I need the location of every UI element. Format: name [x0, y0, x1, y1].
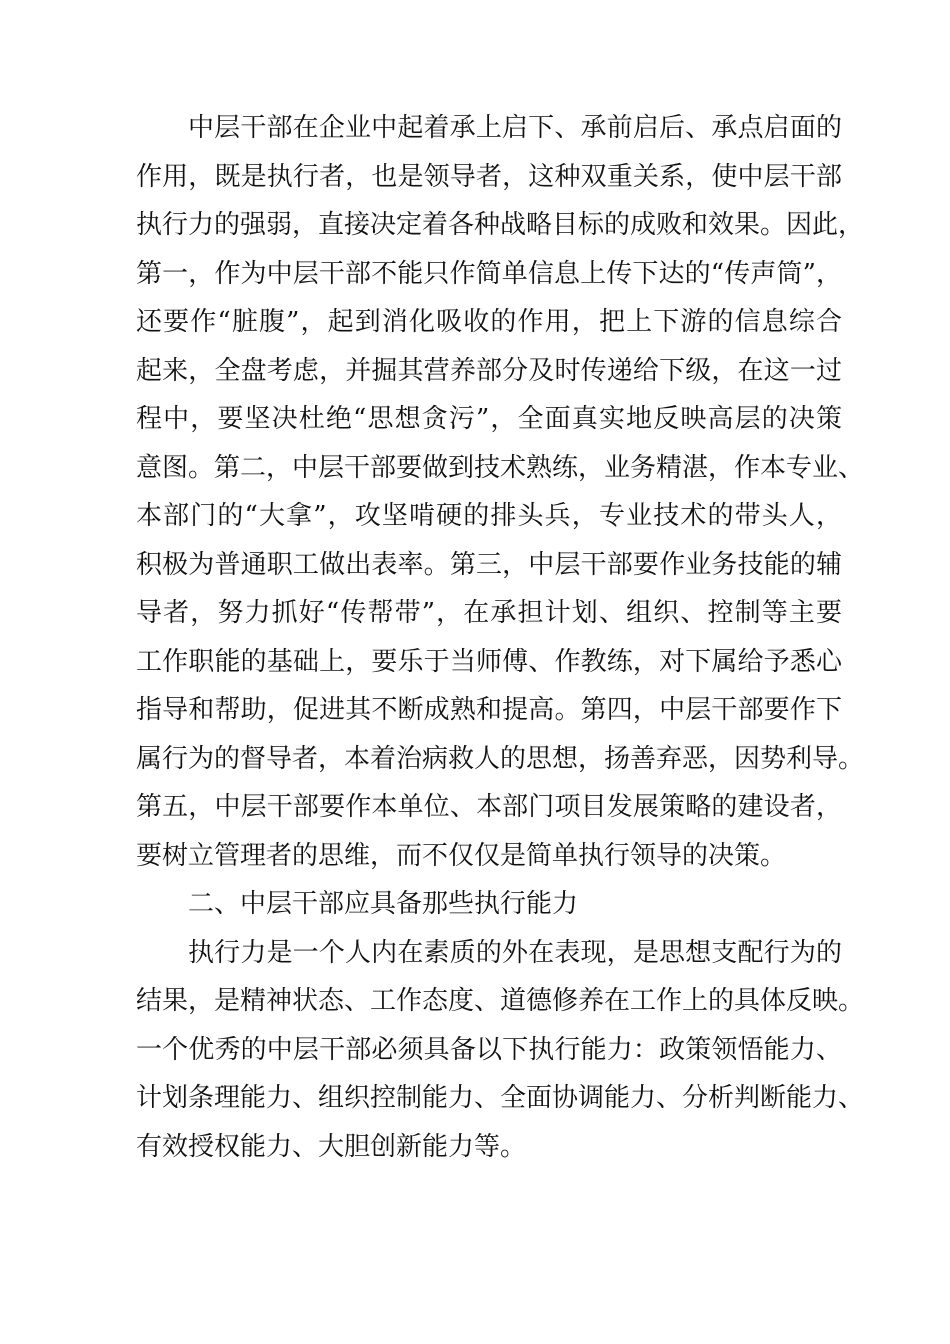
- text-line: 本部门的“大拿”，攻坚啃硬的排头兵，专业技术的带头人，: [136, 501, 842, 531]
- text-line: 指导和帮助，促进其不断成熟和提高。第四，中层干部要作下: [136, 695, 842, 725]
- text-line: 工作职能的基础上，要乐于当师傅、作教练，对下属给予悉心: [136, 646, 842, 677]
- text-line: 有效授权能力、大胆创新能力等。: [136, 1131, 527, 1162]
- text-line: 作用，既是执行者，也是领导者，这种双重关系，使中层干部: [136, 161, 842, 192]
- document-body: [136, 104, 865, 1171]
- paragraph-middle-managers-role: [136, 104, 865, 880]
- paragraph-execution-abilities: [136, 929, 865, 1172]
- text-line: 属行为的督导者，本着治病救人的思想，扬善弃恶，因势利导。: [136, 743, 865, 774]
- text-line: 结果，是精神状态、工作态度、道德修养在工作上的具体反映。: [136, 986, 865, 1016]
- text-line: 中层干部在企业中起着承上启下、承前启后、承点启面的: [188, 113, 842, 143]
- text-line: 意图。第二，中层干部要做到技术熟练，业务精湛，作本专业、: [136, 452, 865, 483]
- text-line: 第五，中层干部要作本单位、本部门项目发展策略的建设者，: [136, 792, 842, 822]
- text-line: 计划条理能力、组织控制能力、全面协调能力、分析判断能力、: [136, 1083, 865, 1113]
- text-line: 要树立管理者的思维，而不仅仅是简单执行领导的决策。: [136, 840, 787, 871]
- text-line: 一个优秀的中层干部必须具备以下执行能力：政策领悟能力、: [136, 1034, 842, 1065]
- text-line: 执行力的强弱，直接决定着各种战略目标的成败和效果。因此，: [136, 210, 865, 240]
- text-line: 程中，要坚决杜绝“思想贪污”，全面真实地反映高层的决策: [136, 404, 842, 434]
- text-line: 导者，努力抓好“传帮带”，在承担计划、组织、控制等主要: [136, 598, 842, 628]
- text-line: 第一，作为中层干部不能只作简单信息上传下达的“传声筒”，: [136, 258, 842, 289]
- text-line: 还要作“脏腹”，起到消化吸收的作用，把上下游的信息综合: [136, 307, 842, 337]
- section-heading: [136, 880, 842, 929]
- heading-line: 二、中层干部应具备那些执行能力: [188, 889, 579, 919]
- text-line: 积极为普通职工做出表率。第三，中层干部要作业务技能的辅: [136, 549, 842, 580]
- text-line: 执行力是一个人内在素质的外在表现，是思想支配行为的: [188, 937, 842, 968]
- text-line: 起来，全盘考虑，并掘其营养部分及时传递给下级，在这一过: [136, 355, 842, 386]
